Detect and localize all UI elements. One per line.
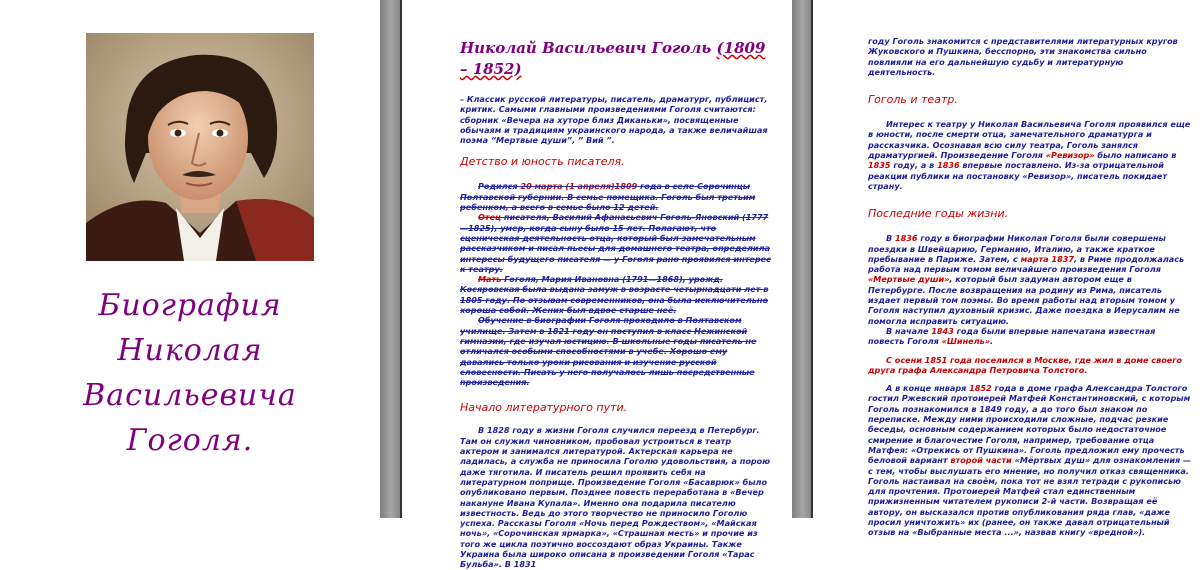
moscow-text: С осени 1851 года поселился в Москве, где жил в доме своего друга графа Александра Петровича Толстого. xyxy=(868,354,1183,375)
education-paragraph xyxy=(460,315,772,387)
biography-title xyxy=(40,283,340,463)
overcoat-title: «Шинель» xyxy=(941,336,990,347)
final-text-a: А в конце января xyxy=(886,383,970,394)
title-page xyxy=(0,0,380,518)
page-gutter-right xyxy=(792,0,813,518)
year-1843: 1843 xyxy=(931,325,954,336)
author-name: Николай Васильевич Гоголь xyxy=(460,39,712,57)
theatre-paragraph xyxy=(868,119,1192,191)
last-text-a: В xyxy=(886,233,895,244)
last-text-d: , который был задуман автором еще в Петербурге. После возвращения на родину из Рима, писатель издает первый том поэмы. Во время работы над вторым томом у Гоголя наступил духовный кризис. Даже поездка в Иерусалим не помогла исправить ситуацию. xyxy=(868,274,1180,326)
dead-souls-title: «Мертвые души» xyxy=(868,274,950,285)
revizor-title: «Ревизор» xyxy=(1045,150,1095,161)
title-line: Гоголя. xyxy=(126,423,254,458)
year-1836-travel: 1836 xyxy=(895,233,918,244)
section-heading-childhood: Детство и юность писателя. xyxy=(460,155,625,169)
section-heading-theatre: Гоголь и театр. xyxy=(868,93,958,107)
born-text-rest: года в селе Сорочинцы Полтавской губернии. В семье помещика. Гоголь был третьим ребенком, а всего в семье было 12 детей. xyxy=(460,181,756,213)
theatre-text-b: было написано в xyxy=(1094,150,1177,161)
born-paragraph xyxy=(460,181,772,212)
theatre-text-c: году, а в xyxy=(890,160,938,171)
page-gutter-left xyxy=(380,0,402,518)
section-heading-last-years: Последние годы жизни. xyxy=(868,207,1009,221)
title-line: Николая xyxy=(117,333,263,368)
overcoat-text-d: . xyxy=(989,336,994,347)
overcoat-text-a: В начале xyxy=(886,325,932,336)
author-years: (1809 – 1852) xyxy=(460,39,766,78)
last-years-paragraph xyxy=(868,233,1192,326)
theatre-text: Интерес к театру у Николая Васильевича Гоголя проявился еще в юности, после смерти отца, замечательного драматурга и рассказчика. Осознавая всю силу театра, Гоголь занялся драматургией. Произведение Гоголя xyxy=(868,119,1191,161)
title-line: Биография xyxy=(98,288,282,323)
year-1852: 1852 xyxy=(969,383,992,394)
father-paragraph xyxy=(460,212,772,274)
biography-page-2 xyxy=(402,0,792,570)
moscow-paragraph xyxy=(868,355,1192,376)
mother-paragraph xyxy=(460,274,772,315)
career-text: В 1828 году в жизни Гоголя случился переезд в Петербург. Там он служил чиновником, пробовал устроиться в театр актером и занимался литературой. Актерская карьера не ладилась, а служба не приносила Гоголю удовольствия, а порою даже тяготила. И писатель решил проявить себя на литературном поприще. Произведение Гоголя «Басаврюк» было опубликовано первым. Позднее повесть переработана в «Вечер накануне Ивана Купала». Именно она подарила писателю известность. Ведь до этого творчество не приносило Гоголю успеха. Рассказы Гоголя «Ночь перед Рождеством», «Майская ночь», «Сорочинская ярмарка», «Страшная месть» и прочие из того же цикла поэтично воссоздают образ Украины. Также Украина была широко описана в произведении Гоголя «Тарас Бульба». В 1831 xyxy=(460,425,771,570)
title-line: Васильевича xyxy=(83,378,297,413)
year-1836: 1836 xyxy=(937,160,960,171)
birth-date: 20 марта (1 апреля)1809 xyxy=(520,181,638,192)
last-text-b: году в биографии Николая Гоголя были совершены поездки в Швейцарию, Германию, Италию, а также краткое пребывание в Париже. Затем, с xyxy=(868,233,1166,264)
mother-text: Гоголя, Мария Ивановна (1791—1868), урожд. Косяровская была выдана замуж в возрасте четырнадцати лет в 1805 году. По отзывам современников, она была исключительно хороша собой. Жених был вдвое старше неё. xyxy=(460,274,769,316)
career-paragraph xyxy=(460,425,772,569)
overcoat-paragraph xyxy=(868,326,1192,347)
continuation-paragraph: году Гоголь знакомится с представителями литературных кругов Жуковского и Пушкина, бесспорно, эти знакомства сильно повлияли на его дальнейшую судьбу и литературную деятельность. xyxy=(868,36,1178,77)
final-paragraph xyxy=(868,383,1192,537)
portrait-image xyxy=(86,33,314,261)
march-1837: марта 1837 xyxy=(1020,253,1074,264)
father-text: писателя, Василий Афанасьевич Гоголь-Яновский (1777—1825), умер, когда сыну было 15 лет. Полагают, что сценическая деятельность отца, который был замечательным рассказчиком и писал пьесы для домашнего театра, определила интересы будущего писателя — у Гоголя рано проявился интерес к театру. xyxy=(460,212,771,274)
education-text: Обучение в биографии Гоголя проходило в Полтавском училище. Затем в 1821 году он поступил в класс Нежинской гимназии, где изучал юстицию. В школьные годы писатель не отличался особыми способностями в учебе. Хорошо ему давались только уроки рисования и изучение русской словесности. Писать у него получалось лишь посредственные произведения. xyxy=(460,315,757,388)
theatre-text-d: впервые поставлено. Из-за отрицательной реакции публики на постановку «Ревизор», писатель покидает страну. xyxy=(868,160,1168,191)
final-text-c: «Мёртвых душ» для ознакомления — с тем, чтобы выслушать его мнение, но получил отказ священника. Гоголь настаивал на своём, пока тот не взял тетради с рукописью для прочтения. Протоиерей Матфей стал единственным прижизненным читателем рукописи 2-й части. Возвращая её автору, он высказался против опубликования ряда глав, «даже просил уничтожить» их (ранее, он также давал отрицательный отзыв на «Выбранные места ...», назвав книгу «вредной»). xyxy=(868,455,1192,538)
second-volume: второй части xyxy=(950,455,1012,466)
mother-label: Мать xyxy=(478,274,502,285)
overcoat-text-b: года были впервые напечатана известная повесть Гоголя xyxy=(868,325,1156,347)
final-text-b: года в доме графа Александра Толстого гостил Ржевский протоиерей Матфей Константиновский, с которым Гоголь познакомился в 1849 году, а до того был знаком по переписке. Между ними происходили сложные, подчас резкие беседы, основным содержанием которых было недостаточное смирение и благочестие Гоголя, например, требование отца Матфея: «Отрекись от Пушкина». Гоголь предложил ему прочесть беловой вариант xyxy=(868,383,1191,466)
born-text: Родился xyxy=(478,181,521,192)
page-heading xyxy=(460,38,772,80)
gogol-portrait xyxy=(86,33,314,261)
intro-paragraph: – Классик русской литературы, писатель, драматург, публицист, критик. Самыми главными произведениями Гоголя считаются: сборник «Вечера на хуторе близ Диканьки», посвященные обычаям и традициям украинского народа, а также величайшая поэма “Мертвые души”, ” Вий ”. xyxy=(460,94,768,146)
year-1835: 1835 xyxy=(868,160,891,171)
father-label: Отец xyxy=(478,212,502,223)
last-text-c: , в Риме продолжалась работа над первым томом величайшего произведения Гоголя xyxy=(868,253,1185,275)
biography-page-3 xyxy=(813,0,1203,538)
section-heading-career: Начало литературного пути. xyxy=(460,401,628,415)
